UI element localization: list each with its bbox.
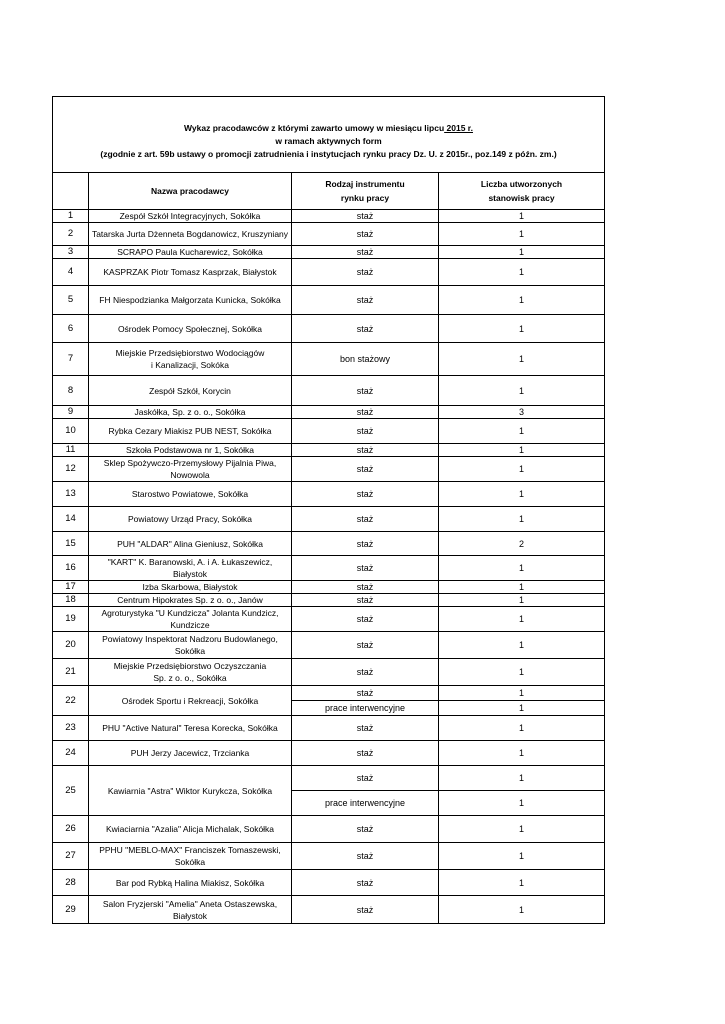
title-year: 2015 r. [444, 123, 473, 133]
report-title [53, 97, 605, 173]
employer-name-line1: Kawiarnia "Astra" Wiktor Kurykcza, Sokółka [107, 785, 273, 796]
employer-name [89, 376, 292, 406]
title-line1: Wykaz pracodawców z którymi zawarto umowy w miesiącu lipcu [184, 123, 445, 133]
row-number: 18 [53, 594, 89, 607]
positions-count: 1 [439, 556, 605, 581]
employer-name [89, 843, 292, 870]
employer-name [89, 444, 292, 457]
table-row [53, 419, 605, 444]
employer-name [89, 259, 292, 286]
header-count-line2: stanowisk pracy [488, 193, 555, 203]
employer-name-line1: Ośrodek Pomocy Społecznej, Sokółka [117, 323, 263, 334]
employer-name [89, 246, 292, 259]
positions-count: 1 [439, 246, 605, 259]
header-count [439, 173, 605, 210]
instrument-type: staż [292, 406, 439, 419]
employer-name [89, 686, 292, 716]
table-row [53, 632, 605, 659]
positions-count: 1 [439, 457, 605, 482]
employer-name-line1: Miejskie Przedsiębiorstwo Wodociągów [115, 348, 265, 358]
row-number: 16 [53, 556, 89, 581]
table-row [53, 896, 605, 924]
positions-count: 1 [439, 444, 605, 457]
table-row [53, 716, 605, 741]
table-row [53, 444, 605, 457]
row-number: 28 [53, 870, 89, 896]
title-line3: (zgodnie z art. 59b ustawy o promocji zatrudnienia i instytucjach rynku pracy Dz. U. z 2015r., poz.149 z późn. zm.) [100, 149, 557, 159]
header-lp [53, 173, 89, 210]
row-number: 23 [53, 716, 89, 741]
instrument-type: staż [292, 259, 439, 286]
employer-name [89, 223, 292, 246]
row-number: 17 [53, 581, 89, 594]
positions-count: 1 [439, 816, 605, 843]
positions-count: 1 [439, 701, 605, 716]
employer-name-line2: Sp. z o. o., Sokółka [153, 673, 227, 683]
employer-name-line1: Szkoła Podstawowa nr 1, Sokółka [125, 445, 255, 455]
table-row [53, 659, 605, 686]
employer-name-line2: i Kanalizacji, Sokóka [151, 360, 229, 370]
employer-name-line1: Bar pod Rybką Halina Miakisz, Sokółka [115, 877, 265, 888]
header-count-line1: Liczba utworzonych [480, 179, 563, 189]
positions-count: 1 [439, 766, 605, 791]
row-number: 12 [53, 457, 89, 482]
row-number: 1 [53, 210, 89, 223]
positions-count: 1 [439, 686, 605, 701]
employer-name-line1: PUH Jerzy Jacewicz, Trzcianka [130, 748, 250, 758]
header-instrument-line1: Rodzaj instrumentu [325, 179, 405, 189]
positions-count: 1 [439, 376, 605, 406]
positions-count: 1 [439, 507, 605, 532]
instrument-type: staż [292, 286, 439, 315]
positions-count: 1 [439, 594, 605, 607]
employer-name-line2: Białystok [172, 910, 207, 921]
employer-name [89, 556, 292, 581]
instrument-type: staż [292, 896, 439, 924]
table-row [53, 507, 605, 532]
row-number: 20 [53, 632, 89, 659]
table-row [53, 223, 605, 246]
row-number: 4 [53, 259, 89, 286]
title-line2: w ramach aktywnych form [275, 136, 382, 146]
positions-count: 1 [439, 286, 605, 315]
employer-report-sheet [52, 96, 604, 924]
row-number: 14 [53, 507, 89, 532]
employer-name [89, 896, 292, 924]
instrument-type: staż [292, 632, 439, 659]
positions-count: 1 [439, 419, 605, 444]
table-row [53, 246, 605, 259]
employer-name-line1: FH Niespodzianka Małgorzata Kunicka, Sokółka [99, 295, 281, 305]
instrument-type: staż [292, 419, 439, 444]
employer-name-line2: Kundzicze [170, 620, 210, 630]
header-instrument-line2: rynku pracy [340, 193, 390, 203]
row-number: 5 [53, 286, 89, 315]
row-number: 10 [53, 419, 89, 444]
instrument-type: staż [292, 716, 439, 741]
instrument-type: staż [292, 766, 439, 791]
row-number: 13 [53, 482, 89, 507]
table-row [53, 376, 605, 406]
employer-name-line1: KASPRZAK Piotr Tomasz Kasprzak, Białystok [103, 267, 277, 277]
employer-name [89, 766, 292, 816]
instrument-type: staż [292, 686, 439, 701]
instrument-type: prace interwencyjne [292, 701, 439, 716]
table-row [53, 343, 605, 376]
positions-count: 1 [439, 223, 605, 246]
table-row [53, 286, 605, 315]
employer-name-line2: Sokółka [174, 857, 206, 867]
row-number: 6 [53, 315, 89, 343]
employer-name [89, 286, 292, 315]
positions-count: 1 [439, 259, 605, 286]
employer-name [89, 457, 292, 482]
positions-count: 1 [439, 343, 605, 376]
row-number: 29 [53, 896, 89, 924]
employer-name [89, 419, 292, 444]
positions-count: 1 [439, 659, 605, 686]
employer-name-line1: Starostwo Powiatowe, Sokółka [131, 489, 249, 499]
employer-name [89, 315, 292, 343]
title-row [53, 97, 605, 173]
employer-name-line1: Powiatowy Urząd Pracy, Sokółka [127, 514, 253, 524]
table-row [53, 532, 605, 556]
instrument-type: staż [292, 246, 439, 259]
employer-name-line1: PUH "ALDAR" Alina Gieniusz, Sokółka [117, 538, 263, 549]
positions-count: 1 [439, 896, 605, 924]
positions-count: 1 [439, 607, 605, 632]
table-row [53, 686, 605, 701]
employer-name [89, 482, 292, 507]
instrument-type: staż [292, 594, 439, 607]
table-row [53, 259, 605, 286]
instrument-type: staż [292, 741, 439, 766]
instrument-type: bon stażowy [292, 343, 439, 376]
employer-name-line1: SCRAPO Paula Kucharewicz, Sokółka [117, 247, 263, 257]
row-number: 21 [53, 659, 89, 686]
positions-count: 3 [439, 406, 605, 419]
row-number: 9 [53, 406, 89, 419]
table-row [53, 457, 605, 482]
instrument-type: staż [292, 315, 439, 343]
instrument-type: staż [292, 507, 439, 532]
employer-name [89, 532, 292, 556]
row-number: 26 [53, 816, 89, 843]
positions-count: 1 [439, 870, 605, 896]
instrument-type: staż [292, 843, 439, 870]
instrument-type: staż [292, 581, 439, 594]
employer-name [89, 870, 292, 896]
employer-name-line1: Zespół Szkół Integracyjnych, Sokółka [119, 211, 261, 221]
employer-name-line1: Kwiaciarnia "Azalia" Alicja Michalak, Sokółka [105, 824, 275, 834]
employer-name [89, 594, 292, 607]
header-name: Nazwa pracodawcy [89, 173, 292, 210]
instrument-type: staż [292, 532, 439, 556]
instrument-type: staż [292, 444, 439, 457]
employer-name-line1: Centrum Hipokrates Sp. z o. o., Janów [117, 595, 263, 605]
employer-name [89, 607, 292, 632]
employer-name-line1: Salon Fryzjerski "Amelia" Aneta Ostaszewska, [102, 898, 278, 909]
row-number: 7 [53, 343, 89, 376]
employer-name-line1: Agroturystyka "U Kundzicza" Jolanta Kundzicz, [101, 608, 279, 618]
instrument-type: staż [292, 870, 439, 896]
employer-name-line1: Zespół Szkół, Korycin [149, 385, 231, 396]
instrument-type: staż [292, 457, 439, 482]
employer-name-line1: Sklep Spożywczo-Przemysłowy Pijalnia Piwa, [103, 458, 277, 468]
instrument-type: prace interwencyjne [292, 791, 439, 816]
employer-name-line1: Miejskie Przedsiębiorstwo Oczyszczania [113, 661, 267, 671]
employer-name-line1: "KART" K. Baranowski, A. i A. Łukaszewicz, [107, 557, 273, 567]
table-row [53, 315, 605, 343]
header-row [53, 173, 605, 210]
row-number: 24 [53, 741, 89, 766]
positions-count: 1 [439, 315, 605, 343]
employer-name-line1: PPHU "MEBLO-MAX" Franciszek Tomaszewski, [99, 845, 281, 855]
positions-count: 1 [439, 632, 605, 659]
row-number: 11 [53, 444, 89, 457]
header-instrument [292, 173, 439, 210]
positions-count: 2 [439, 532, 605, 556]
positions-count: 1 [439, 482, 605, 507]
employer-name-line2: Sokółka [174, 646, 206, 656]
table-row [53, 766, 605, 791]
table-row [53, 607, 605, 632]
table-row [53, 210, 605, 223]
table-row [53, 581, 605, 594]
positions-count: 1 [439, 716, 605, 741]
table-row [53, 482, 605, 507]
employer-name-line2: Białystok [172, 569, 207, 579]
row-number: 25 [53, 766, 89, 816]
instrument-type: staż [292, 376, 439, 406]
instrument-type: staż [292, 556, 439, 581]
table-row [53, 816, 605, 843]
row-number: 8 [53, 376, 89, 406]
employer-name [89, 659, 292, 686]
employer-name-line1: Izba Skarbowa, Białystok [142, 582, 238, 592]
instrument-type: staż [292, 223, 439, 246]
employer-name-line2: Nowowola [170, 470, 210, 480]
positions-count: 1 [439, 741, 605, 766]
instrument-type: staż [292, 482, 439, 507]
table-row [53, 741, 605, 766]
employer-name-line1: Jaskółka, Sp. z o. o., Sokółka [134, 407, 246, 417]
positions-count: 1 [439, 581, 605, 594]
row-number: 19 [53, 607, 89, 632]
employer-table [52, 96, 605, 924]
row-number: 22 [53, 686, 89, 716]
positions-count: 1 [439, 791, 605, 816]
table-row [53, 870, 605, 896]
row-number: 15 [53, 532, 89, 556]
employer-name [89, 816, 292, 843]
employer-name-line1: Ośrodek Sportu i Rekreacji, Sokółka [121, 695, 259, 706]
employer-name [89, 343, 292, 376]
instrument-type: staż [292, 210, 439, 223]
row-number: 2 [53, 223, 89, 246]
employer-name [89, 741, 292, 766]
employer-name [89, 406, 292, 419]
instrument-type: staż [292, 816, 439, 843]
row-number: 3 [53, 246, 89, 259]
employer-name-line1: Tatarska Jurta Dżenneta Bogdanowicz, Kruszyniany [91, 229, 289, 239]
positions-count: 1 [439, 210, 605, 223]
positions-count: 1 [439, 843, 605, 870]
employer-name-line1: Powiatowy Inspektorat Nadzoru Budowlanego, [102, 634, 278, 644]
employer-name [89, 210, 292, 223]
employer-name-line1: Rybka Cezary Miakisz PUB NEST, Sokółka [108, 426, 272, 436]
employer-name-line1: PHU "Active Natural" Teresa Korecka, Sokółka [102, 723, 278, 733]
table-row [53, 843, 605, 870]
table-row [53, 594, 605, 607]
instrument-type: staż [292, 607, 439, 632]
employer-name [89, 632, 292, 659]
row-number: 27 [53, 843, 89, 870]
employer-name [89, 507, 292, 532]
table-row [53, 556, 605, 581]
employer-name [89, 716, 292, 741]
employer-name [89, 581, 292, 594]
instrument-type: staż [292, 659, 439, 686]
table-row [53, 406, 605, 419]
